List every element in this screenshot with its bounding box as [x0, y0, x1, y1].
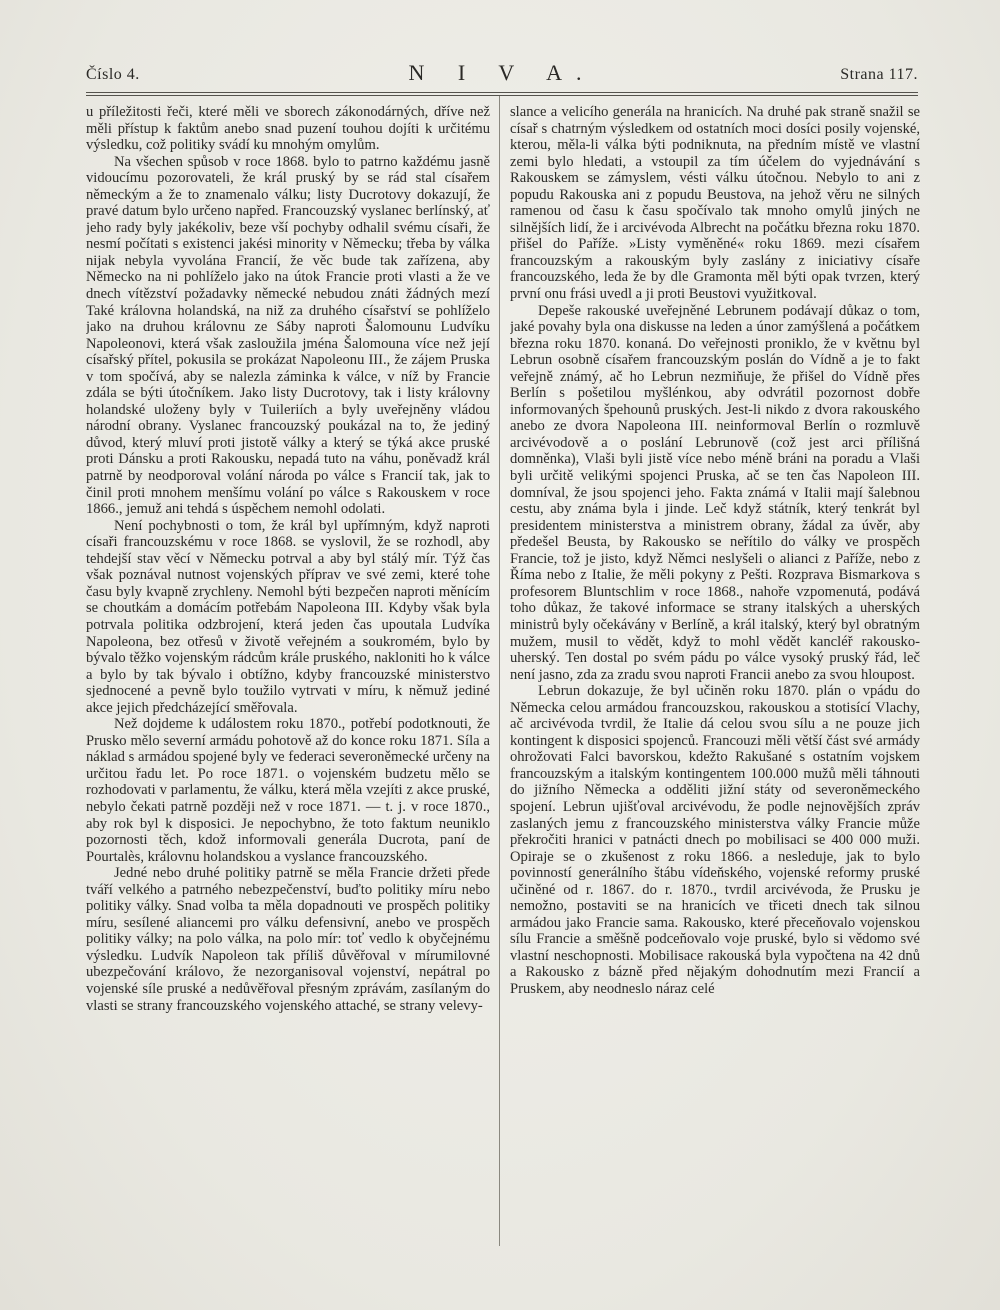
paragraph: u příležitosti řeči, které měli ve sborech zákonodárných, dříve než měli přístup k faktům anebo snad puzení touhou dojíti k určitému výsledku, což politiky svádí ku mnohým omylům.	[86, 104, 490, 154]
page-header	[86, 62, 918, 88]
paragraph: Depeše rakouské uveřejněné Lebrunem podávají důkaz o tom, jaké povahy byla ona diskusse na leden a únor zamýšlená a počátkem března roku 1870. konaná. Do veřejnosti proniklo, že v květnu byl Lebrun osobně císařem francouzským poslán do Vídně a je to fakt veřejně známý, ač ho Lebrun nezmiňuje, že přišel do Vídně přes Berlín s pošetilou myšlénkou, aby odvrátil pozornost dobře informovaných špehounů pruských. Jest-li nikdo z dvora rakouského anebo ze dvora Napoleona III. neinformoval Berlín o rozmluvě arcivévodově a o poslání Lebrunově (což jest arci přílišná domněnka), Vlaši byli jistě více nebo méně bráni na poradu a Vlaši byli určitě velikými spojenci Pruska, ač se ten čas Napoleon III. domníval, že jsou spojenci jeho. Fakta známá v Italii mají šalebnou cestu, aby známa byla i jinde. Leč když státník, který tenkrát byl presidentem ministerstva a ministrem obrany, žádal za úvěr, aby předešel Beusta, by Rakousko se neřítilo do války ve prospěch Francie, tož je jisto, když Němci neslyšeli o alianci z Paříže, nebo z Říma nebo z Italie, že měli pokyny z Pešti. Rozprava Bismarkova s profesorem Bluntschlim v roce 1868., nahoře vzpomenutá, podává toho důkaz, že takové informace se strany italských a uherských ministrů byly očekávány v Berlíně, a král italský, který byl obratným mužem, musil to vědět, když to mohl vědět kancléř rakousko-uherský. Ten dostal po svém pádu po válce vysoký pruský řád, leč není jasno, zda za zradu svou naproti Francii anebo za svou hloupost.	[510, 302, 920, 683]
paragraph: Než dojdeme k událostem roku 1870., potřebí podotknouti, že Prusko mělo severní armádu pohotově až do konce roku 1871. Síla a náklad s armádou spojené byly ve federaci severoněmecké určeny na určitou řadu let. Po roce 1871. o vojenském budzetu mělo se rozhodovati v parlamentu, že válku, která měla vzejíti z akce pruské, nebylo čekati patrně později než v roce 1871. — t. j. v roce 1870., aby rok byl k disposici. Je nepochybno, že toto faktum neuniklo pozornosti těch, kdož informovali generála Ducrota, paní de Pourtalès, královnu holandskou a vyslance francouzského.	[86, 716, 490, 865]
header-rule-bottom	[86, 95, 918, 96]
column-divider	[499, 96, 500, 1246]
page-number: Strana 117.	[840, 66, 918, 83]
header-rule-top	[86, 92, 918, 93]
paragraph: Není pochybnosti o tom, že král byl upřímným, když naproti císaři francouzskému v roce 1868. se vyslovil, že se rozhodl, aby tehdejší stav věcí v Německu potrval a aby byl stálý mír. Týž čas však poznával nutnost vojenských příprav ve své zemi, které tohe času byly kvapně zrychleny. Nemohl býti bezpečen naproti měnícím se choutkám a domácím potřebám Napoleona III. Kdyby však byla potrvala politika odzbrojení, která jeden čas upoutala Ludvíka Napoleona, bez otřesů v životě veřejném a soukromém, bylo by bývalo těžko vojenským rádcům krále pruského, nakloniti ho k válce a bylo by tak bývalo i obtížno, kdyby francouzské ministerstvo sjednocené a pevně bylo toužilo vytrvati v míru, k němuž jediné akce jejich předcházející směřovala.	[86, 517, 490, 716]
paragraph: slance a velicího generála na hranicích. Na druhé pak straně snažil se císař s chatrným výsledkem od ostatních moci dosíci posily vojenské, kterou, měla-li válka býti podniknuta, na předním místě ve vlastní zemi bylo hledati, a vstoupil za tím účelem do vyjednávání s Rakouskem se zámyslem, vésti válku útočnou. Nebylo to ani z popudu Rakouska ani z popudu Beustova, na jehož věru ne silných ramenou od času k času spočívalo tak mnoho omylů jiných ne silnějších lidí, že i arcivévoda Albrecht na počátku března roku 1870. přišel do Paříže. »Listy vyměněné« roku 1869. mezi císařem francouzským a rakouským byly zaslány z iniciativy císaře francouzského, leda že by dle Gramonta měl býti opak tvrzen, který první onu frási uvedl a ji proti Beustovi využitkoval.	[510, 104, 920, 303]
right-column	[510, 104, 920, 1234]
left-column	[86, 104, 490, 1234]
paragraph: Lebrun dokazuje, že byl učiněn roku 1870. plán o vpádu do Německa celou armádou francouzskou, rakouskou a stotisící Vlachy, ač arcivévoda tvrdil, že Italie dá celou svou sílu a ne pouze jich kontingent k disposici spojenců. Francouzi měli větší část své armády ohrožovati Falci bavorskou, kdežto Rakušané s ostatním vojskem francouzským a italským kontingentem 100.000 mužů měli táhnouti do jižního Německa a odděliti jižní státy od severoněmeckého spojení. Lebrun ujišťoval arcivévodu, že podle nejnovějších zpráv zaslaných jemu z francouzského ministerstva války Francie může překročiti hranici v patnácti dnech po mobilisaci se 400 000 muži. Opiraje se o zkušenost z roku 1866. a nesleduje, jak to bylo povinností generálního štábu vídeňského, vojenské reformy pruské učiněné od r. 1867. do r. 1870., tvrdil arcivévoda, že Prusku je nemožno, postaviti se na hranicích ve třiceti dnech tak silnou armádou jako Francie sama. Rakousko, které přeceňovalo vojenskou sílu Francie a směšně podceňovalo voje pruské, bylo si vědomo své vlastní neschopnosti. Mobilisace rakouská byla vypočtena na 42 dnů a Rakousko z bázně před nějakým dohodnutím mezi Francií a Pruskem, aby neodneslo náraz celé	[510, 683, 920, 997]
paragraph: Na všechen spůsob v roce 1868. bylo to patrno každému jasně vidoucímu pozorovateli, že král pruský by se rád stal císařem německým a že to znamenalo válku; listy Ducrotovy dokazují, že pravé datum bylo určeno napřed. Francouzský vyslanec berlínský, ať jeho rady byly jakékoliv, beze vší pochyby odhalil svému císaři, že nesmí počítati s existenci jakési minority v Německu; třeba by válka nijak nebyla vyvolána Francií, že věc bude tak zařízena, aby Německo na ni pohlíželo jako na útok Francie proti vlasti a že ve dnech vítězství požadavky německé nebudou znáti žádných mezí Také královna holandská, na niž za druhého císařství se pohlíželo jako na druhou královnu ze Sáby naproti Šalomounu Ludvíku Napoleonovi, která však zasloužila jména Šalomouna více než její císařský přítel, pokusila se prokázat Napoleonu III., že zájem Pruska v tom spočívá, aby se nalezla záminka k válce, v níž by Francie zdála se býti útočníkem. Jako listy Ducrotovy, tak i listy královny holandské uloženy byly v Tuileriích a byly uveřejněny vládou národní obrany. Vyslanec francouzský poukázal na to, že jediný důvod, který mluví proti jistotě války a který se týká akce pruské proti Dánsku a proti Rakousku, nepadá tuto na váhu, poněvadž král patrně by neodporoval volání národa po válce s Francií tak, jak to činil proti mnohem menšímu volání po válce s Rakouskem v roce 1866., jemuž ani tehdá s úspěchem nemohl odolati.	[86, 153, 490, 518]
issue-number: Číslo 4.	[86, 66, 140, 83]
journal-title: N I V A.	[408, 60, 596, 85]
paragraph: Jedné nebo druhé politiky patrně se měla Francie držeti přede tváří velkého a patrného nebezpečenství, buďto politiky míru nebo politiky války. Snad volba ta měla dopadnouti ve prospěch politiky míru, sesílené aliancemi pro válku defensivní, anebo ve prospěch politiky války; na polo válka, na polo mír: toť vedlo k obyčejnému výsledku. Ludvík Napoleon tak příliš důvěřoval v mírumilovné ubezpečování královo, že nezorganisoval vojenství, nepátral po vojenské síle pruské a nedůvěřoval přesným zprávám, zasílaným do vlasti se strany francouzského vojenského attaché, se strany velevy-	[86, 865, 490, 1014]
